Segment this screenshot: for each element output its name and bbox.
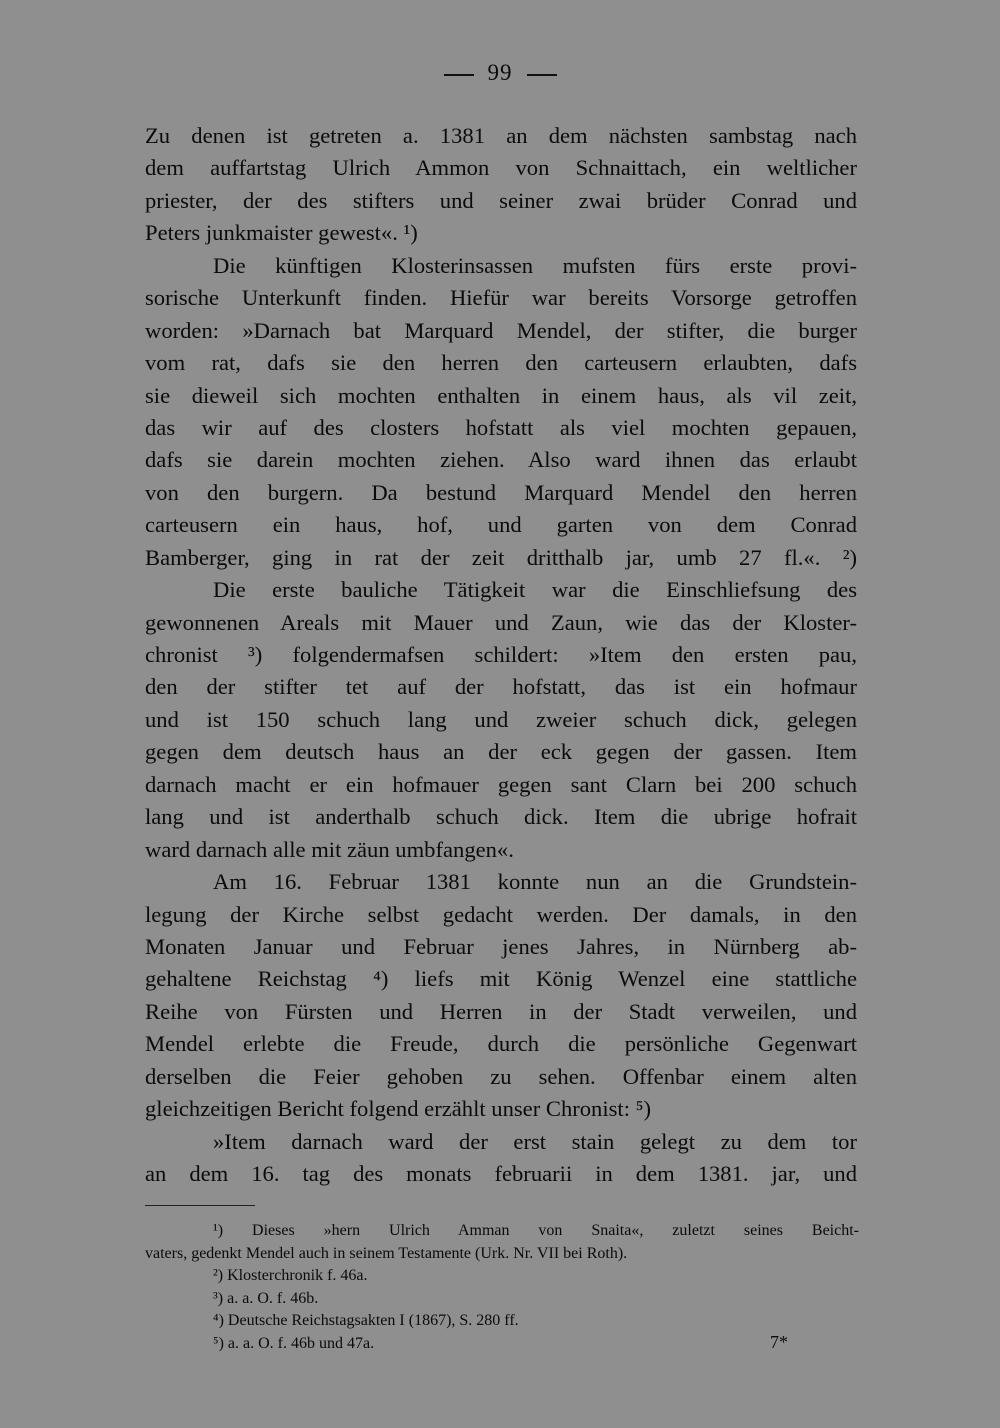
- text-line: sorische Unterkunft finden. Hiefür war bereits Vorsorge getroffen: [145, 285, 857, 311]
- footnote-line: ²) Klosterchronik f. 46a.: [213, 1267, 368, 1284]
- text-line: das wir auf des closters hofstatt als viel mochten gepauen,: [145, 414, 857, 440]
- text-line: dem auffartstag Ulrich Ammon von Schnaittach, ein weltlicher: [145, 155, 857, 181]
- text-line: und ist 150 schuch lang und zweier schuch dick, gelegen: [145, 706, 857, 732]
- text-line: Die erste bauliche Tätigkeit war die Einschliefsung des: [213, 577, 857, 603]
- text-line: gegen dem deutsch haus an der eck gegen der gassen. Item: [145, 739, 857, 765]
- text-line: Bamberger, ging in rat der zeit dritthalb jar, umb 27 fl.«. ²): [145, 544, 857, 570]
- footnote-line: vaters, gedenkt Mendel auch in seinem Testamente (Urk. Nr. VII bei Roth).: [145, 1244, 628, 1262]
- text-line: Die künftigen Klosterinsassen mufsten fürs erste provi-: [213, 252, 857, 278]
- text-line: sie dieweil sich mochten enthalten in einem haus, als vil zeit,: [145, 382, 857, 408]
- text-line: derselben die Feier gehoben zu sehen. Offenbar einem alten: [145, 1063, 857, 1089]
- text-line: Mendel erlebte die Freude, durch die persönliche Gegenwart: [145, 1031, 857, 1057]
- text-line: worden: »Darnach bat Marquard Mendel, der stifter, die burger: [145, 317, 857, 343]
- text-line: den der stifter tet auf der hofstatt, das ist ein hofmaur: [145, 674, 857, 700]
- page-header: [0, 60, 1000, 86]
- text-line: gehaltene Reichstag ⁴) liefs mit König Wenzel eine stattliche: [145, 966, 857, 992]
- text-line: Peters junkmaister gewest«. ¹): [145, 220, 418, 246]
- footnote-line: ⁴) Deutsche Reichstagsakten I (1867), S. 280 ff.: [213, 1312, 519, 1329]
- text-line: legung der Kirche selbst gedacht werden. Der damals, in den: [145, 901, 857, 927]
- footnote-line: ¹) Dieses »hern Ulrich Amman von Snaita«, zuletzt seines Beicht-: [213, 1222, 859, 1239]
- text-line: dafs sie darein mochten ziehen. Also ward ihnen das erlaubt: [145, 447, 857, 473]
- text-line: Am 16. Februar 1381 konnte nun an die Grundstein-: [213, 869, 857, 895]
- page-number: 99: [487, 60, 513, 85]
- text-line: ward darnach alle mit zäun umbfangen«.: [145, 836, 514, 862]
- text-line: darnach macht er ein hofmauer gegen sant Clarn bei 200 schuch: [145, 771, 857, 797]
- header-dash-right: [527, 74, 557, 76]
- footnote-line: ³) a. a. O. f. 46b.: [213, 1289, 319, 1307]
- text-line: lang und ist anderthalb schuch dick. Item die ubrige hofrait: [145, 804, 857, 830]
- text-line: Reihe von Fürsten und Herren in der Stadt verweilen, und: [145, 998, 857, 1024]
- text-line: chronist ³) folgendermafsen schildert: »Item den ersten pau,: [145, 642, 857, 667]
- text-line: vom rat, dafs sie den herren den carteusern erlaubten, dafs: [145, 350, 857, 376]
- header-dash-left: [444, 74, 474, 76]
- text-line: Monaten Januar und Februar jenes Jahres, in Nürnberg ab-: [145, 933, 857, 959]
- text-line: gleichzeitigen Bericht folgend erzählt unser Chronist: ⁵): [145, 1096, 652, 1122]
- text-line: gewonnenen Areals mit Mauer und Zaun, wie das der Kloster-: [145, 609, 857, 635]
- body-text: [145, 120, 857, 1190]
- printer-signature-mark: 7*: [770, 1332, 788, 1352]
- text-line: priester, der des stifters und seiner zwai brüder Conrad und: [145, 187, 857, 213]
- text-line: an dem 16. tag des monats februarii in dem 1381. jar, und: [145, 1161, 857, 1186]
- footnote-line: ⁵) a. a. O. f. 46b und 47a.: [213, 1334, 375, 1352]
- text-line: Zu denen ist getreten a. 1381 an dem nächsten sambstag nach: [145, 123, 857, 148]
- text-line: von den burgern. Da bestund Marquard Mendel den herren: [145, 479, 857, 505]
- footnotes: [145, 1220, 859, 1355]
- footnote-divider: [145, 1205, 255, 1206]
- text-line: carteusern ein haus, hof, und garten von dem Conrad: [145, 512, 857, 538]
- text-line: »Item darnach ward der erst stain gelegt zu dem tor: [213, 1128, 857, 1154]
